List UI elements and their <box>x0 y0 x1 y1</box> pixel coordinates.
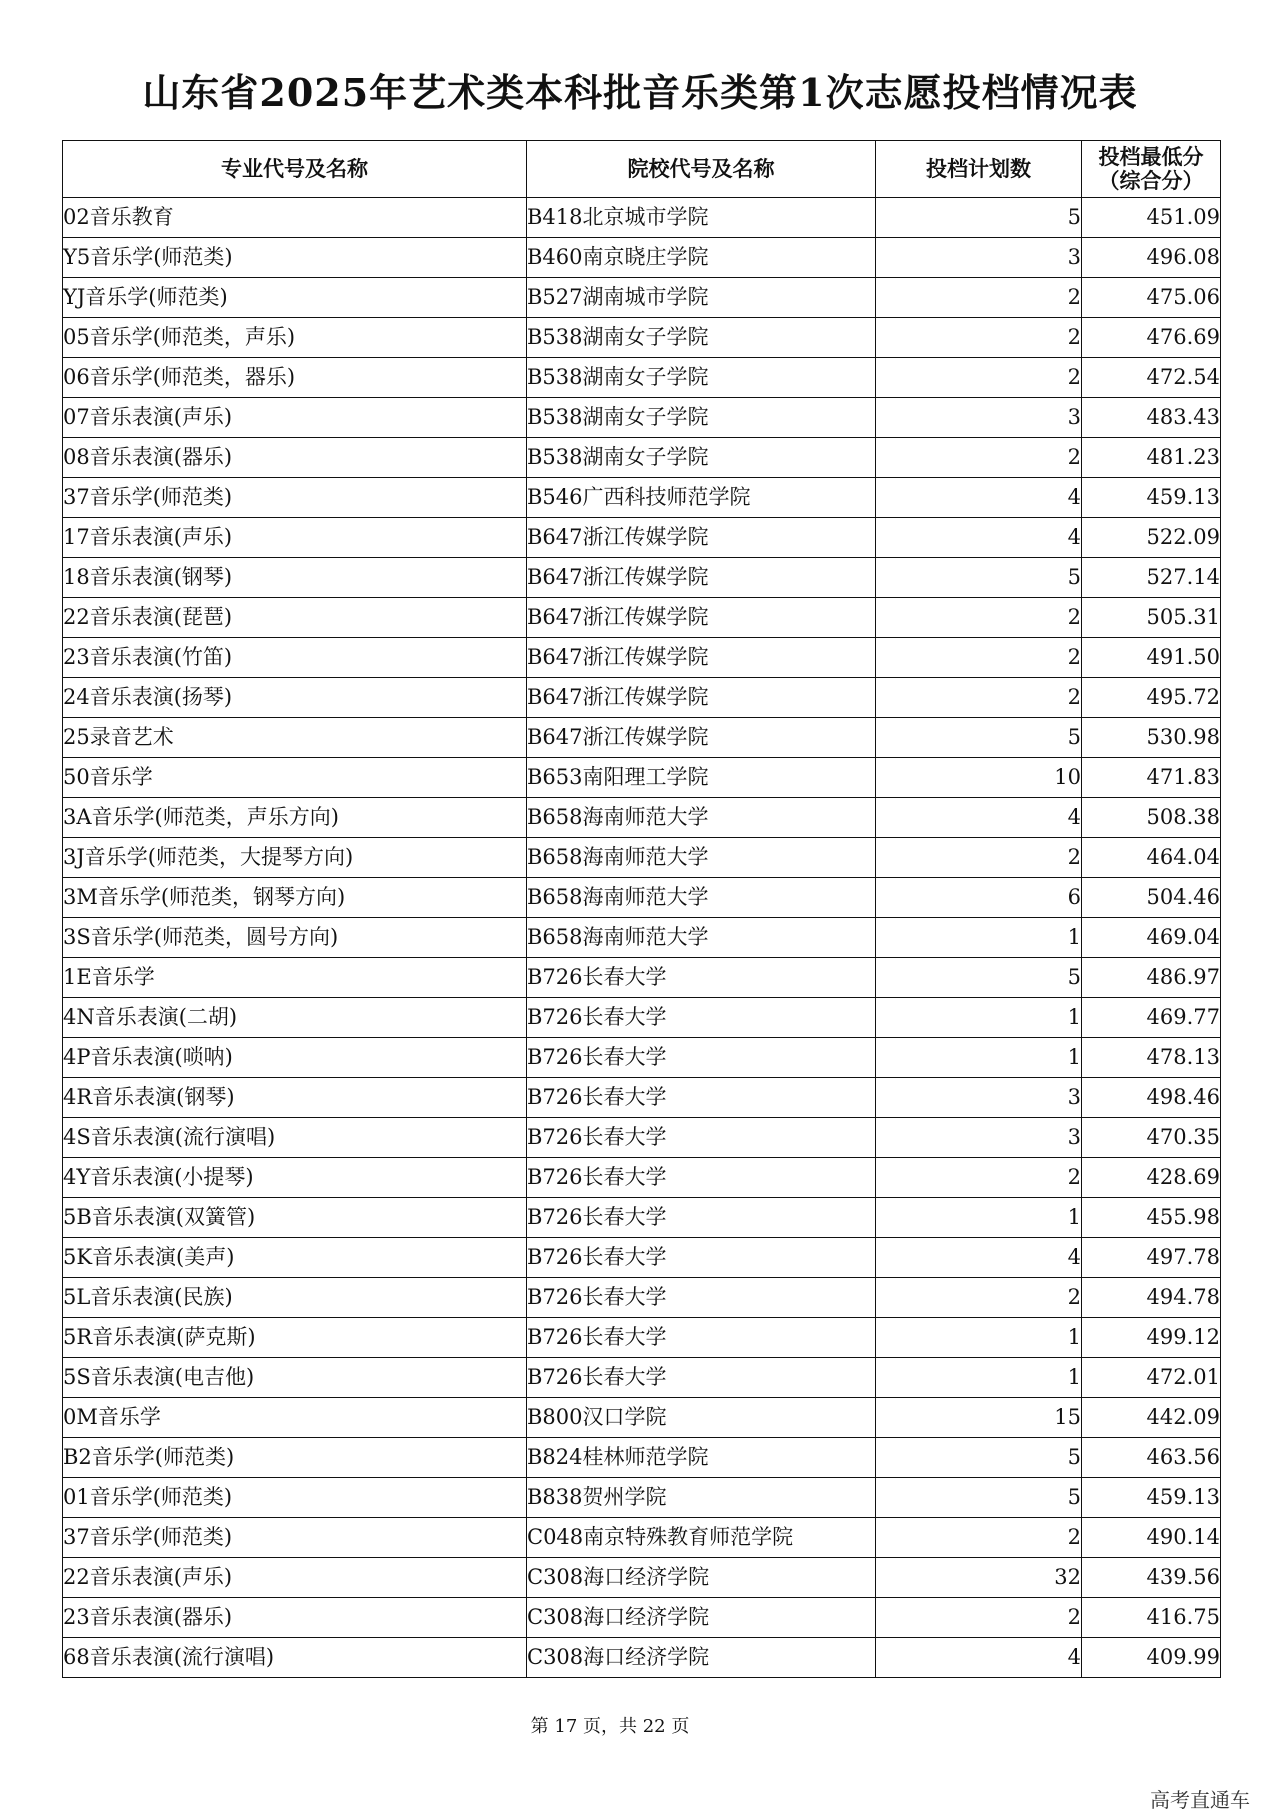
cell-school: B538湖南女子学院 <box>527 398 876 438</box>
cell-school: B726长春大学 <box>527 1118 876 1158</box>
cell-score: 459.13 <box>1082 1478 1221 1518</box>
cell-major: 37音乐学(师范类) <box>63 478 527 518</box>
cell-plan: 5 <box>876 718 1082 758</box>
cell-major: 5L音乐表演(民族) <box>63 1278 527 1318</box>
cell-score: 439.56 <box>1082 1558 1221 1598</box>
cell-score: 471.83 <box>1082 758 1221 798</box>
cell-school: B538湖南女子学院 <box>527 438 876 478</box>
cell-major: 5B音乐表演(双簧管) <box>63 1198 527 1238</box>
cell-school: B726长春大学 <box>527 1318 876 1358</box>
cell-major: 68音乐表演(流行演唱) <box>63 1638 527 1678</box>
cell-score: 416.75 <box>1082 1598 1221 1638</box>
cell-score: 442.09 <box>1082 1398 1221 1438</box>
cell-score: 469.77 <box>1082 998 1221 1038</box>
cell-score: 490.14 <box>1082 1518 1221 1558</box>
cell-plan: 2 <box>876 678 1082 718</box>
cell-school: B726长春大学 <box>527 1078 876 1118</box>
cell-school: B647浙江传媒学院 <box>527 598 876 638</box>
table-row <box>63 1318 1221 1358</box>
cell-plan: 5 <box>876 1438 1082 1478</box>
cell-plan: 1 <box>876 1198 1082 1238</box>
cell-plan: 4 <box>876 798 1082 838</box>
table-row <box>63 558 1221 598</box>
cell-plan: 2 <box>876 1158 1082 1198</box>
cell-plan: 1 <box>876 1358 1082 1398</box>
cell-score: 475.06 <box>1082 278 1221 318</box>
page-title: 山东省2025年艺术类本科批音乐类第1次志愿投档情况表 <box>142 70 1138 115</box>
cell-school: B647浙江传媒学院 <box>527 518 876 558</box>
cell-major: 4N音乐表演(二胡) <box>63 998 527 1038</box>
cell-major: 1E音乐学 <box>63 958 527 998</box>
cell-major: 3M音乐学(师范类，钢琴方向) <box>63 878 527 918</box>
cell-major: 4R音乐表演(钢琴) <box>63 1078 527 1118</box>
cell-school: B726长春大学 <box>527 1238 876 1278</box>
cell-plan: 5 <box>876 198 1082 238</box>
cell-school: B838贺州学院 <box>527 1478 876 1518</box>
table-row <box>63 1638 1221 1678</box>
table-header-row <box>63 141 1221 198</box>
table-row <box>63 1398 1221 1438</box>
cell-school: B726长春大学 <box>527 958 876 998</box>
cell-score: 481.23 <box>1082 438 1221 478</box>
cell-score: 495.72 <box>1082 678 1221 718</box>
table-row <box>63 1038 1221 1078</box>
cell-score: 504.46 <box>1082 878 1221 918</box>
cell-school: B658海南师范大学 <box>527 918 876 958</box>
cell-score: 470.35 <box>1082 1118 1221 1158</box>
table-row <box>63 1278 1221 1318</box>
cell-score: 508.38 <box>1082 798 1221 838</box>
admission-table <box>62 140 1221 1678</box>
table-row <box>63 1078 1221 1118</box>
cell-plan: 6 <box>876 878 1082 918</box>
cell-score: 491.50 <box>1082 638 1221 678</box>
cell-plan: 2 <box>876 438 1082 478</box>
cell-plan: 2 <box>876 598 1082 638</box>
cell-plan: 10 <box>876 758 1082 798</box>
cell-major: 3S音乐学(师范类，圆号方向) <box>63 918 527 958</box>
cell-score: 527.14 <box>1082 558 1221 598</box>
cell-school: C048南京特殊教育师范学院 <box>527 1518 876 1558</box>
cell-score: 463.56 <box>1082 1438 1221 1478</box>
cell-plan: 2 <box>876 278 1082 318</box>
cell-score: 451.09 <box>1082 198 1221 238</box>
cell-school: B647浙江传媒学院 <box>527 638 876 678</box>
table-row <box>63 1518 1221 1558</box>
cell-plan: 1 <box>876 998 1082 1038</box>
cell-score: 498.46 <box>1082 1078 1221 1118</box>
table-row <box>63 598 1221 638</box>
cell-plan: 15 <box>876 1398 1082 1438</box>
table-row <box>63 1478 1221 1518</box>
cell-major: 4S音乐表演(流行演唱) <box>63 1118 527 1158</box>
cell-major: 17音乐表演(声乐) <box>63 518 527 558</box>
cell-score: 486.97 <box>1082 958 1221 998</box>
table-row <box>63 1158 1221 1198</box>
cell-plan: 4 <box>876 478 1082 518</box>
page-footer: 第 17 页，共 22 页 <box>530 1716 690 1737</box>
cell-school: B824桂林师范学院 <box>527 1438 876 1478</box>
cell-score: 530.98 <box>1082 718 1221 758</box>
cell-score: 494.78 <box>1082 1278 1221 1318</box>
cell-major: 5R音乐表演(萨克斯) <box>63 1318 527 1358</box>
table-body <box>63 198 1221 1678</box>
cell-major: 05音乐学(师范类，声乐) <box>63 318 527 358</box>
cell-school: B658海南师范大学 <box>527 798 876 838</box>
cell-major: 0M音乐学 <box>63 1398 527 1438</box>
cell-score: 472.01 <box>1082 1358 1221 1398</box>
table-row <box>63 478 1221 518</box>
cell-school: B726长春大学 <box>527 1358 876 1398</box>
cell-score: 464.04 <box>1082 838 1221 878</box>
cell-plan: 2 <box>876 1278 1082 1318</box>
cell-plan: 3 <box>876 238 1082 278</box>
cell-plan: 1 <box>876 1038 1082 1078</box>
cell-school: B800汉口学院 <box>527 1398 876 1438</box>
cell-plan: 5 <box>876 558 1082 598</box>
cell-plan: 1 <box>876 918 1082 958</box>
table-row <box>63 718 1221 758</box>
cell-plan: 3 <box>876 1078 1082 1118</box>
table-row <box>63 638 1221 678</box>
cell-plan: 5 <box>876 958 1082 998</box>
cell-plan: 2 <box>876 358 1082 398</box>
header-score <box>1082 141 1221 198</box>
cell-major: 01音乐学(师范类) <box>63 1478 527 1518</box>
cell-school: B726长春大学 <box>527 1198 876 1238</box>
header-school: 院校代号及名称 <box>527 141 876 198</box>
cell-school: B527湖南城市学院 <box>527 278 876 318</box>
cell-major: 3J音乐学(师范类，大提琴方向) <box>63 838 527 878</box>
cell-school: C308海口经济学院 <box>527 1598 876 1638</box>
cell-score: 496.08 <box>1082 238 1221 278</box>
cell-school: B647浙江传媒学院 <box>527 678 876 718</box>
table-row <box>63 318 1221 358</box>
table-row <box>63 1598 1221 1638</box>
cell-score: 469.04 <box>1082 918 1221 958</box>
table-row <box>63 358 1221 398</box>
table-row <box>63 518 1221 558</box>
table-row <box>63 438 1221 478</box>
table-row <box>63 958 1221 998</box>
cell-major: YJ音乐学(师范类) <box>63 278 527 318</box>
header-score-line1: 投档最低分 <box>1098 144 1204 169</box>
table-row <box>63 1438 1221 1478</box>
cell-school: B658海南师范大学 <box>527 838 876 878</box>
cell-score: 459.13 <box>1082 478 1221 518</box>
cell-major: 4P音乐表演(唢呐) <box>63 1038 527 1078</box>
table-row <box>63 758 1221 798</box>
cell-school: C308海口经济学院 <box>527 1638 876 1678</box>
cell-school: B653南阳理工学院 <box>527 758 876 798</box>
cell-score: 497.78 <box>1082 1238 1221 1278</box>
cell-major: 5S音乐表演(电吉他) <box>63 1358 527 1398</box>
cell-plan: 5 <box>876 1478 1082 1518</box>
cell-school: B726长春大学 <box>527 1278 876 1318</box>
table-row <box>63 798 1221 838</box>
cell-plan: 2 <box>876 1518 1082 1558</box>
cell-school: B647浙江传媒学院 <box>527 558 876 598</box>
cell-major: 50音乐学 <box>63 758 527 798</box>
cell-school: B726长春大学 <box>527 1038 876 1078</box>
cell-score: 455.98 <box>1082 1198 1221 1238</box>
cell-score: 428.69 <box>1082 1158 1221 1198</box>
cell-school: B418北京城市学院 <box>527 198 876 238</box>
header-score-line2: （综合分） <box>1098 168 1204 193</box>
cell-major: 06音乐学(师范类，器乐) <box>63 358 527 398</box>
cell-score: 409.99 <box>1082 1638 1221 1678</box>
cell-major: 22音乐表演(声乐) <box>63 1558 527 1598</box>
cell-school: B647浙江传媒学院 <box>527 718 876 758</box>
cell-plan: 3 <box>876 1118 1082 1158</box>
cell-major: 22音乐表演(琵琶) <box>63 598 527 638</box>
cell-plan: 3 <box>876 398 1082 438</box>
cell-major: 25录音艺术 <box>63 718 527 758</box>
cell-score: 478.13 <box>1082 1038 1221 1078</box>
cell-major: 24音乐表演(扬琴) <box>63 678 527 718</box>
cell-school: C308海口经济学院 <box>527 1558 876 1598</box>
cell-major: 08音乐表演(器乐) <box>63 438 527 478</box>
cell-plan: 1 <box>876 1318 1082 1358</box>
cell-plan: 4 <box>876 518 1082 558</box>
table-row <box>63 678 1221 718</box>
cell-major: 02音乐教育 <box>63 198 527 238</box>
cell-major: Y5音乐学(师范类) <box>63 238 527 278</box>
cell-score: 499.12 <box>1082 1318 1221 1358</box>
table-row <box>63 878 1221 918</box>
cell-major: 4Y音乐表演(小提琴) <box>63 1158 527 1198</box>
cell-major: 5K音乐表演(美声) <box>63 1238 527 1278</box>
cell-score: 472.54 <box>1082 358 1221 398</box>
cell-score: 522.09 <box>1082 518 1221 558</box>
table-row <box>63 918 1221 958</box>
cell-major: 37音乐学(师范类) <box>63 1518 527 1558</box>
table-row <box>63 1118 1221 1158</box>
cell-major: 23音乐表演(竹笛) <box>63 638 527 678</box>
cell-school: B726长春大学 <box>527 998 876 1038</box>
cell-school: B538湖南女子学院 <box>527 318 876 358</box>
table-row <box>63 1358 1221 1398</box>
cell-school: B658海南师范大学 <box>527 878 876 918</box>
cell-plan: 32 <box>876 1558 1082 1598</box>
table-row <box>63 1198 1221 1238</box>
cell-plan: 2 <box>876 318 1082 358</box>
table-row <box>63 238 1221 278</box>
table-row <box>63 838 1221 878</box>
cell-school: B546广西科技师范学院 <box>527 478 876 518</box>
cell-score: 476.69 <box>1082 318 1221 358</box>
header-major: 专业代号及名称 <box>63 141 527 198</box>
cell-school: B538湖南女子学院 <box>527 358 876 398</box>
cell-school: B460南京晓庄学院 <box>527 238 876 278</box>
cell-plan: 2 <box>876 1598 1082 1638</box>
table-row <box>63 998 1221 1038</box>
cell-major: 07音乐表演(声乐) <box>63 398 527 438</box>
cell-major: 18音乐表演(钢琴) <box>63 558 527 598</box>
table-row <box>63 198 1221 238</box>
table-row <box>63 1238 1221 1278</box>
table-row <box>63 278 1221 318</box>
watermark-text: 高考直通车 <box>1150 1788 1250 1812</box>
cell-school: B726长春大学 <box>527 1158 876 1198</box>
cell-major: 3A音乐学(师范类，声乐方向) <box>63 798 527 838</box>
cell-plan: 2 <box>876 638 1082 678</box>
cell-plan: 4 <box>876 1638 1082 1678</box>
cell-score: 483.43 <box>1082 398 1221 438</box>
cell-plan: 2 <box>876 838 1082 878</box>
cell-plan: 4 <box>876 1238 1082 1278</box>
header-plan: 投档计划数 <box>876 141 1082 198</box>
cell-score: 505.31 <box>1082 598 1221 638</box>
table-row <box>63 398 1221 438</box>
table-row <box>63 1558 1221 1598</box>
cell-major: B2音乐学(师范类) <box>63 1438 527 1478</box>
cell-major: 23音乐表演(器乐) <box>63 1598 527 1638</box>
